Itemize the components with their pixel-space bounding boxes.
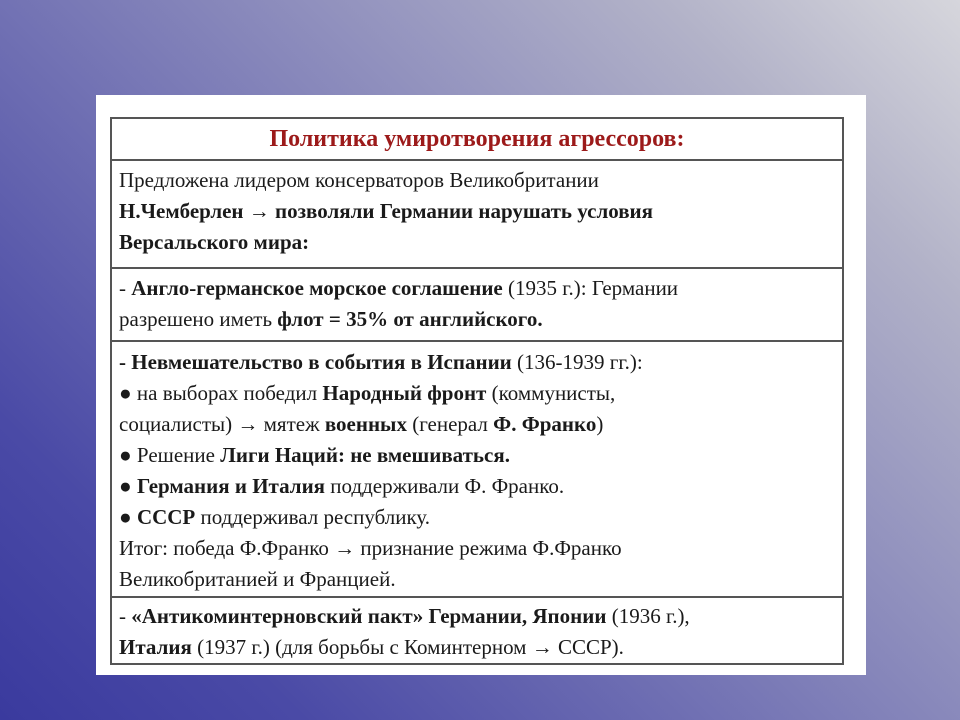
cell-anti-comintern — [111, 597, 843, 664]
text-line — [119, 533, 842, 564]
text-line — [119, 440, 842, 471]
bold-text: Версальского мира: — [119, 230, 310, 254]
text: разрешено иметь — [119, 307, 278, 331]
text: Предложена лидером консерваторов Великобритании — [119, 168, 599, 192]
bold-text: Италия — [119, 635, 192, 659]
table-row — [111, 597, 843, 664]
text-line — [119, 564, 842, 595]
text-line — [119, 165, 842, 196]
table-row — [111, 341, 843, 597]
bold-text: Лиги Наций: не вмешиваться. — [220, 443, 510, 467]
cell-spain — [111, 341, 843, 597]
text-line — [119, 196, 842, 227]
text-line — [119, 273, 842, 304]
text-line — [119, 304, 842, 335]
text-line — [119, 227, 842, 258]
text: ) — [596, 412, 604, 436]
table-title: Политика умиротворения агрессоров: — [111, 118, 843, 160]
text: (коммунисты, — [486, 381, 616, 405]
bold-text: - Невмешательство в события в Испании — [119, 350, 512, 374]
text: ● Решение — [119, 443, 221, 467]
bold-text: Германия и Италия — [136, 474, 326, 498]
text-line — [119, 378, 842, 409]
bold-text: Народный фронт — [322, 381, 487, 405]
text-line — [119, 347, 842, 378]
bold-text: СССР — [136, 505, 196, 529]
policy-table — [110, 117, 844, 665]
bold-text: «Антикоминтерновский пакт» Германии, Японии — [131, 604, 607, 628]
text: (генерал — [406, 412, 494, 436]
bold-text: Н.Чемберлен → позволяли Германии нарушать условия — [119, 199, 654, 223]
text: (1937 г.) (для борьбы с Коминтерном → СССР). — [191, 635, 624, 659]
text: - — [119, 276, 132, 300]
text: ● — [119, 505, 137, 529]
text: (1935 г.): Германии — [502, 276, 679, 300]
text-line — [119, 409, 842, 440]
text-line — [119, 471, 842, 502]
bold-text: военных — [324, 412, 407, 436]
text: Великобританией и Францией. — [119, 567, 396, 591]
bold-text: Англо-германское морское соглашение — [131, 276, 503, 300]
text: социалисты) → мятеж — [119, 412, 325, 436]
text-line — [119, 502, 842, 533]
title-row — [111, 118, 843, 160]
text: - — [119, 604, 132, 628]
text: (136-1939 гг.): — [511, 350, 643, 374]
text: Итог: победа Ф.Франко → признание режима Ф.Франко — [119, 536, 622, 560]
text: (1936 г.), — [606, 604, 690, 628]
bold-text: флот = 35% от английского. — [277, 307, 543, 331]
text-line — [119, 632, 842, 663]
bold-text: Ф. Франко — [493, 412, 597, 436]
cell-naval-agreement — [111, 268, 843, 341]
text: поддерживал республику. — [195, 505, 431, 529]
text: ● — [119, 474, 137, 498]
text: поддерживали Ф. Франко. — [325, 474, 565, 498]
table-row — [111, 160, 843, 268]
text: ● на выборах победил — [119, 381, 323, 405]
table-row — [111, 268, 843, 341]
cell-chamberlain — [111, 160, 843, 268]
slide-panel — [96, 95, 866, 675]
text-line — [119, 601, 842, 632]
